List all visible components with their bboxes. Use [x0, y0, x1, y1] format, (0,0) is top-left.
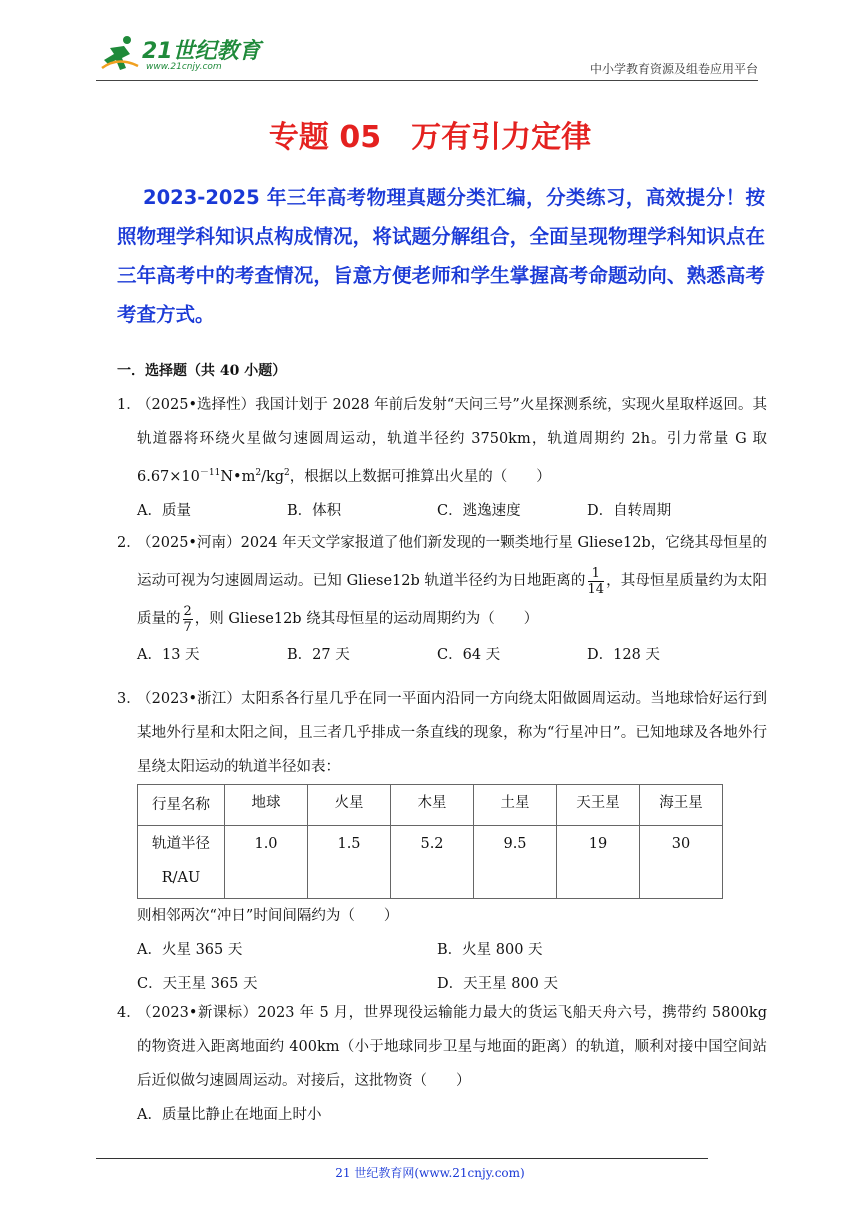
options-row [137, 1098, 767, 1132]
option-b[interactable]: B．体积 [287, 502, 342, 519]
question-text: ，根据以上数据可推算出火星的（ ） [289, 468, 551, 485]
row-label: 轨道半径 [152, 836, 210, 852]
table-cell: 地球 [225, 785, 308, 826]
fraction-numerator: 2 [183, 603, 192, 619]
logo-url: www.21cnjy.com [146, 62, 222, 72]
question-number: 1． [117, 397, 141, 413]
section-heading: 一．选择题（共 40 小题） [117, 363, 287, 379]
question-text: （2025•河南）2024 年天文学家报道了他们新发现的一颗类地行星 Gliese12b，它绕其母恒星的运动可视为匀速圆周运动。已知 Gliese12b 轨道半径约为日地距离的 [137, 535, 767, 589]
orbit-table [137, 784, 723, 899]
question-number: 4． [117, 1005, 141, 1021]
table-cell [138, 826, 225, 899]
table-cell: 19 [557, 826, 640, 899]
question-text: ，则 Gliese12b 绕其母恒星的运动周期约为（ ） [194, 611, 539, 627]
option-c[interactable]: C．逃逸速度 [437, 502, 521, 519]
page-header [96, 30, 758, 81]
intro-paragraph: 2023-2025 年三年高考物理真题分类汇编，分类练习，高效提分！按照物理学科知识点构成情况，将试题分解组合，全面呈现物理学科知识点在三年高考中的考查情况，旨意方便老师和学生掌握高考命题动向、熟悉高考考查方式。 [117, 186, 765, 326]
fraction [183, 604, 193, 635]
table-cell: 1.5 [308, 826, 391, 899]
question-text: （2023•浙江）太阳系各行星几乎在同一平面内沿同一方向绕太阳做圆周运动。当地球恰好运行到某地外行星和太阳之间，且三者几乎排成一条直线的现象，称为“行星冲日”。已知地球及各地外行星绕太阳运动的轨道半径如表： [137, 691, 767, 775]
table-cell: 9.5 [474, 826, 557, 899]
platform-name: 中小学教育资源及组卷应用平台 [589, 62, 758, 76]
option-a[interactable]: A．质量 [137, 502, 191, 519]
logo [96, 32, 266, 76]
table-header-row [138, 785, 723, 826]
table-cell: 土星 [474, 785, 557, 826]
question-text: （2023•新课标）2023 年 5 月，世界现役运输能力最大的货运飞船天舟六号，携带约 5800kg 的物资进入距离地面约 400km（小于地球同步卫星与地面的距离）的轨道，顺利对接中国空间站后近似做匀速圆周运动。对接后，这批物资（ ） [137, 1005, 767, 1089]
question-text: 则相邻两次“冲日”时间间隔约为（ ） [137, 908, 399, 924]
options-row [137, 494, 767, 528]
question-text: （2025•选择性）我国计划于 2028 年前后发射“天问三号”火星探测系统，实现火星取样返回。其轨道器将环绕火星做匀速圆周运动，轨道半径约 3750km，轨道周期约 2h。引力常量 G 取 6.67×10 [137, 397, 767, 485]
table-cell: 1.0 [225, 826, 308, 899]
footer-divider [96, 1158, 708, 1159]
question-3 [117, 682, 767, 1001]
option-d[interactable]: D．128 天 [587, 647, 660, 663]
fraction [588, 566, 605, 597]
table-cell: 30 [640, 826, 723, 899]
table-cell: 天王星 [557, 785, 640, 826]
option-b[interactable]: B．火星 800 天 [437, 942, 543, 958]
exponent: －11 [199, 468, 221, 478]
option-d[interactable]: D．天王星 800 天 [437, 976, 559, 992]
fraction-numerator: 1 [588, 566, 605, 582]
table-row [138, 826, 723, 899]
unit-text: N•m [220, 468, 256, 485]
fraction-denominator: 7 [183, 619, 192, 635]
question-2 [117, 524, 767, 670]
table-cell: 5.2 [391, 826, 474, 899]
option-c[interactable]: C．64 天 [437, 647, 501, 663]
exponent: 2 [284, 468, 290, 478]
row-label-unit: R/AU [161, 870, 201, 886]
table-cell: 火星 [308, 785, 391, 826]
exponent: 2 [255, 468, 262, 478]
question-1 [117, 388, 767, 528]
page-title: 专题 05 万有引力定律 [268, 120, 592, 155]
option-d[interactable]: D．自转周期 [587, 502, 672, 519]
option-a[interactable]: A．质量比静止在地面上时小 [137, 1107, 322, 1123]
table-cell: 木星 [391, 785, 474, 826]
logo-text: 21世纪教育 [142, 39, 261, 64]
runner-logo-icon [100, 34, 140, 74]
question-number: 3． [117, 691, 141, 707]
option-a[interactable]: A．火星 365 天 [137, 942, 243, 958]
options-row [137, 638, 767, 670]
option-a[interactable]: A．13 天 [137, 647, 200, 663]
question-4 [117, 996, 767, 1132]
unit-text: /kg [261, 468, 285, 485]
page-footer: 21 世纪教育网(www.21cnjy.com) [335, 1166, 525, 1180]
table-cell: 海王星 [640, 785, 723, 826]
option-c[interactable]: C．天王星 365 天 [137, 976, 258, 992]
question-text: ，其母恒星质量约为太阳质量的 [137, 573, 768, 627]
option-b[interactable]: B．27 天 [287, 647, 350, 663]
question-number: 2． [117, 535, 141, 551]
options-row [137, 933, 767, 967]
fraction-denominator: 14 [587, 581, 605, 597]
table-cell: 行星名称 [138, 785, 225, 826]
